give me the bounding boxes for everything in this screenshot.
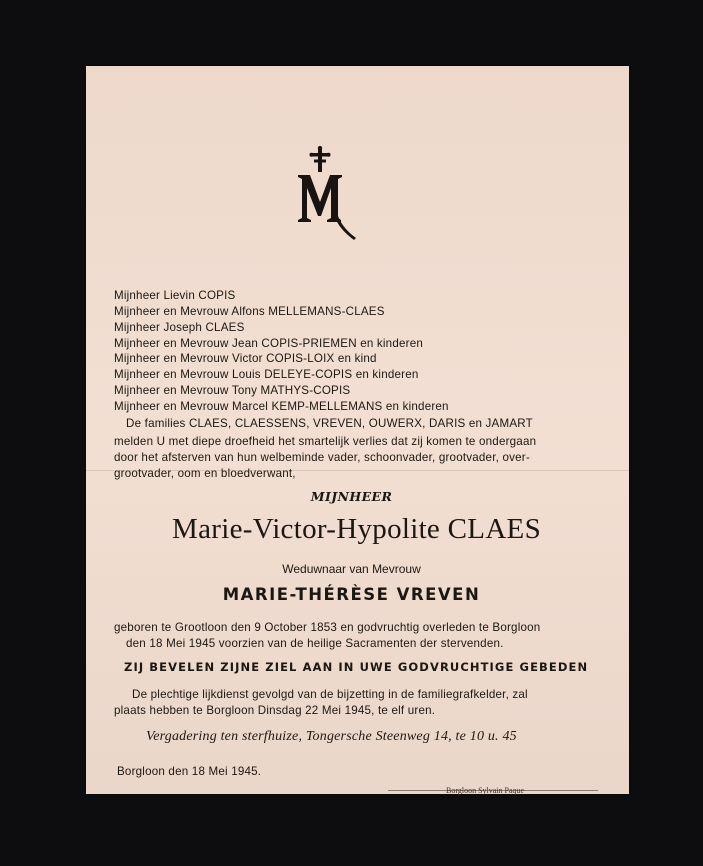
family-line: Mijnheer Lievin COPIS bbox=[114, 289, 236, 302]
family-line: Mijnheer en Mevrouw Jean COPIS-PRIEMEN en kinderen bbox=[114, 337, 423, 350]
place-date: Borgloon den 18 Mei 1945. bbox=[117, 765, 262, 778]
family-line: Mijnheer en Mevrouw Marcel KEMP-MELLEMANS en kinderen bbox=[114, 400, 449, 413]
family-line: Mijnheer en Mevrouw Tony MATHYS-COPIS bbox=[114, 384, 351, 397]
family-line: Mijnheer en Mevrouw Victor COPIS-LOIX en kind bbox=[114, 352, 377, 365]
announcement-line: door het afsterven van hun welbeminde vader, schoonvader, grootvader, over- bbox=[114, 451, 530, 464]
printer-credit: Borgloon Sylvain Paque bbox=[446, 786, 525, 795]
funeral-line: plaats hebben te Borgloon Dinsdag 22 Mei 1945, te elf uren. bbox=[114, 704, 436, 717]
deceased-name: Marie-Victor-Hypolite CLAES bbox=[172, 513, 541, 545]
announcement-line: grootvader, oom en bloedverwant, bbox=[114, 467, 296, 480]
prayer-line: ZIJ BEVELEN ZIJNE ZIEL AAN IN UWE GODVRUCHTIGE GEBEDEN bbox=[124, 660, 589, 674]
family-line: Mijnheer Joseph CLAES bbox=[114, 321, 245, 334]
family-line: Mijnheer en Mevrouw Alfons MELLEMANS-CLAES bbox=[114, 305, 385, 318]
dates-line: den 18 Mei 1945 voorzien van de heilige Sacramenten der stervenden. bbox=[126, 637, 504, 650]
wife-name: MARIE-THÉRÈSE VREVEN bbox=[222, 585, 481, 604]
families-line: De families CLAES, CLAESSENS, VREVEN, OUWERX, DARIS en JAMART bbox=[126, 417, 533, 430]
family-line: Mijnheer en Mevrouw Louis DELEYE-COPIS en kinderen bbox=[114, 368, 419, 381]
widower-of: Weduwnaar van Mevrouw bbox=[282, 562, 421, 576]
funeral-line: De plechtige lijkdienst gevolgd van de bijzetting in de familiegrafkelder, zal bbox=[132, 688, 528, 701]
meeting-line: Vergadering ten sterfhuize, Tongersche Steenweg 14, te 10 u. 45 bbox=[146, 729, 517, 744]
cross-m-monogram-icon bbox=[296, 146, 360, 240]
dates-line: geboren te Grootloon den 9 October 1853 en godvruchtig overleden te Borgloon bbox=[114, 621, 541, 634]
announcement-line: melden U met diepe droefheid het smartelijk verlies dat zij komen te ondergaan bbox=[114, 435, 537, 448]
deceased-title: MIJNHEER bbox=[310, 489, 393, 504]
